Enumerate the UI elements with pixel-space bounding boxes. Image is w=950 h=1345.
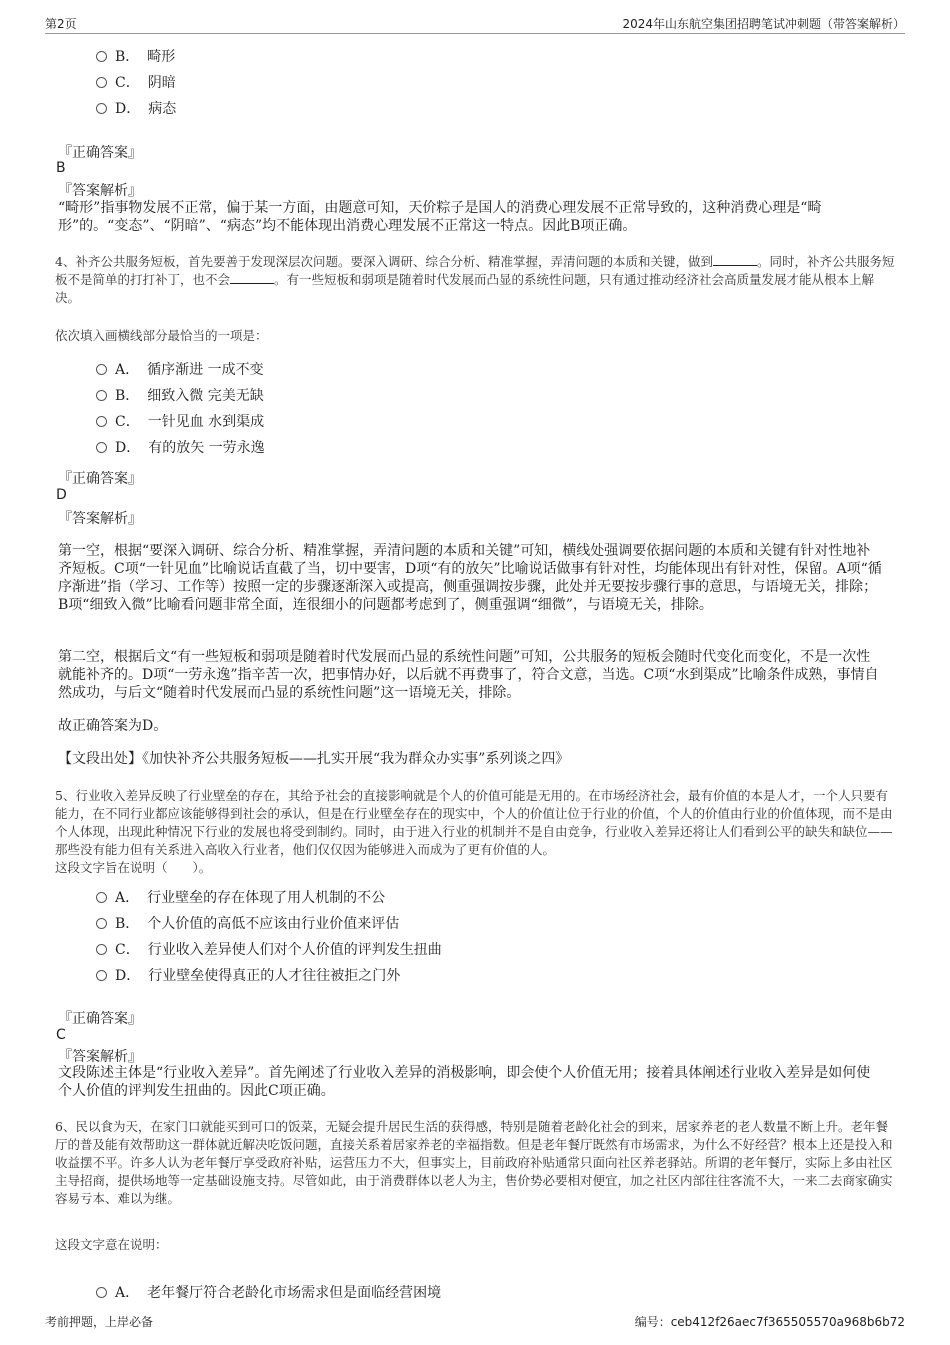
radio-icon[interactable] [96,1287,107,1298]
option-q5-a[interactable]: A． 行业壁垒的存在体现了用人机制的不公 [96,888,385,908]
answer-label: 『正确答案』 [58,1011,142,1027]
radio-icon[interactable] [96,918,107,929]
page-header [45,15,905,34]
question-prompt: 这段文字意在说明： [55,1237,168,1252]
radio-icon[interactable] [96,970,107,981]
analysis-conclusion: 故正确答案为D。 [58,718,168,734]
answer-label: 『正确答案』 [58,145,142,161]
option-q3-d[interactable]: D． 病态 [96,99,176,119]
radio-icon[interactable] [96,51,107,62]
page-number: 第2页 [45,17,77,31]
radio-icon[interactable] [96,944,107,955]
question-stem: 4、补齐公共服务短板，首先要善于发现深层次问题。要深入调研、综合分析、精准掌握，弄清问题的本质和关键，做到 。同时，补齐公共服务短板不是简单的打打补丁，也不会 。有一些短板和弱项是随着时代发展而凸显的系统性问题，只有通过推动经济社会高质量发展才能从根本上解决。 [55,254,895,305]
page-footer [45,1313,905,1331]
radio-icon[interactable] [96,416,107,427]
option-q4-a[interactable]: A． 循序渐进 一成不变 [96,360,264,380]
analysis-label: 『答案解析』 [58,511,142,527]
source-citation: 【文段出处】《加快补齐公共服务短板——扎实开展“我为群众办实事”系列谈之四》 [58,751,570,767]
question-stem: 6、民以食为天，在家门口就能买到可口的饭菜，无疑会提升居民生活的获得感，特别是随着老龄化社会的到来，居家养老的老人数量不断上升。老年餐厅的普及能有效帮助这一群体就近解决吃饭问题，直接关系着居家养老的幸福指数。但是老年餐厅既然有市场需求，为什么不好经营？根本上还是投入和收益摆不平。许多人认为老年餐厅享受政府补贴，运营压力不大，但事实上，目前政府补贴通常只面向社区养老驿站。所谓的老年餐厅，实际上多由社区主导招商，提供场地等一定基础设施支持。尽管如此，由于消费群体以老人为主，售价势必要相对便宜，加之社区内部往往客流不大，一来二去商家确实容易亏本、难以为继。 [55,1119,893,1206]
option-q4-b[interactable]: B． 细致入微 完美无缺 [96,386,264,406]
analysis-label: 『答案解析』 [58,1049,142,1065]
blank-line [713,255,757,266]
footer-slogan: 考前押题，上岸必备 [45,1315,154,1329]
document-title: 2024年山东航空集团招聘笔试冲刺题（带答案解析） [622,17,905,31]
option-q3-b[interactable]: B． 畸形 [96,47,175,67]
option-q5-b[interactable]: B． 个人价值的高低不应该由行业价值来评估 [96,914,399,934]
question-prompt: 这段文字旨在说明（ ）。 [55,860,212,875]
radio-icon[interactable] [96,103,107,114]
option-q4-d[interactable]: D． 有的放矢 一劳永逸 [96,438,265,458]
analysis-text: 文段陈述主体是“行业收入差异”。首先阐述了行业收入差异的消极影响，即会使个人价值无用；接着具体阐述行业收入差异是如何使个人价值的评判发生扭曲的。因此C项正确。 [58,1065,871,1099]
analysis-paragraph: 第二空，根据后文“有一些短板和弱项是随着时代发展而凸显的系统性问题”可知，公共服务的短板会随时代变化而变化，不是一次性就能补齐的。D项“一劳永逸”指辛苦一次，把事情办好，以后就不再费事了，符合文意，当选。C项“水到渠成”比喻条件成熟，事情自然成功，与后文“随着时代发展而凸显的系统性问题”这一语境无关，排除。 [58,649,879,701]
option-q4-c[interactable]: C． 一针见血 水到渠成 [96,412,264,432]
answer-label: 『正确答案』 [58,471,142,487]
option-q5-d[interactable]: D． 行业壁垒使得真正的人才往往被拒之门外 [96,966,400,986]
radio-icon[interactable] [96,77,107,88]
question-stem: 5、行业收入差异反映了行业壁垒的存在，其给予社会的直接影响就是个人的价值可能是无用的。在市场经济社会，最有价值的本是人才，一个人只要有能力，在不同行业都应该能够得到社会的承认，但是在行业壁垒存在的现实中，个人的价值让位于行业的价值，个人的价值由行业的价值体现，而不是由个人体现，出现此种情况下行业的发展也将受到制约。同时，由于进入行业的机制并不是自由竞争，行业收入差异还将让人们看到公平的缺失和缺位——那些没有能力但有关系进入高收入行业者，他们仅仅因为能够进入而成为了更有价值的人。 [55,788,893,857]
option-q6-a[interactable]: A． 老年餐厅符合老龄化市场需求但是面临经营困境 [96,1283,441,1303]
blank-line [230,273,274,284]
analysis-text: “畸形”指事物发展不正常，偏于某一方面，由题意可知，天价粽子是国人的消费心理发展不正常导致的，这种消费心理是“畸形”的。“变态”、“阴暗”、“病态”均不能体现出消费心理发展不正常这一特点。因此B项正确。 [58,200,822,234]
answer-value: B [56,160,66,176]
option-q5-c[interactable]: C． 行业收入差异使人们对个人价值的评判发生扭曲 [96,940,442,960]
option-q3-c[interactable]: C． 阴暗 [96,73,176,93]
answer-value: C [56,1027,66,1043]
question-prompt: 依次填入画横线部分最恰当的一项是： [55,328,268,343]
document-id: 编号：ceb412f26aec7f365505570a968b6b72 [634,1315,905,1329]
radio-icon[interactable] [96,442,107,453]
radio-icon[interactable] [96,892,107,903]
analysis-label: 『答案解析』 [58,183,142,199]
analysis-paragraph: 第一空，根据“要深入调研、综合分析、精准掌握，弄清问题的本质和关键”可知，横线处强调要依据问题的本质和关键有针对性地补齐短板。C项“一针见血”比喻说话直截了当，切中要害，D项“有的放矢”比喻说话做事有针对性，均能体现出有针对性，保留。A项“循序渐进”指（学习、工作等）按照一定的步骤逐渐深入或提高，侧重强调按步骤，此处并无要按步骤行事的意思，与语境无关，排除；B项“细致入微”比喻看问题非常全面，连很细小的问题都考虑到了，侧重强调“细微”，与语境无关，排除。 [58,543,882,613]
radio-icon[interactable] [96,364,107,375]
answer-value: D [56,487,67,503]
radio-icon[interactable] [96,390,107,401]
